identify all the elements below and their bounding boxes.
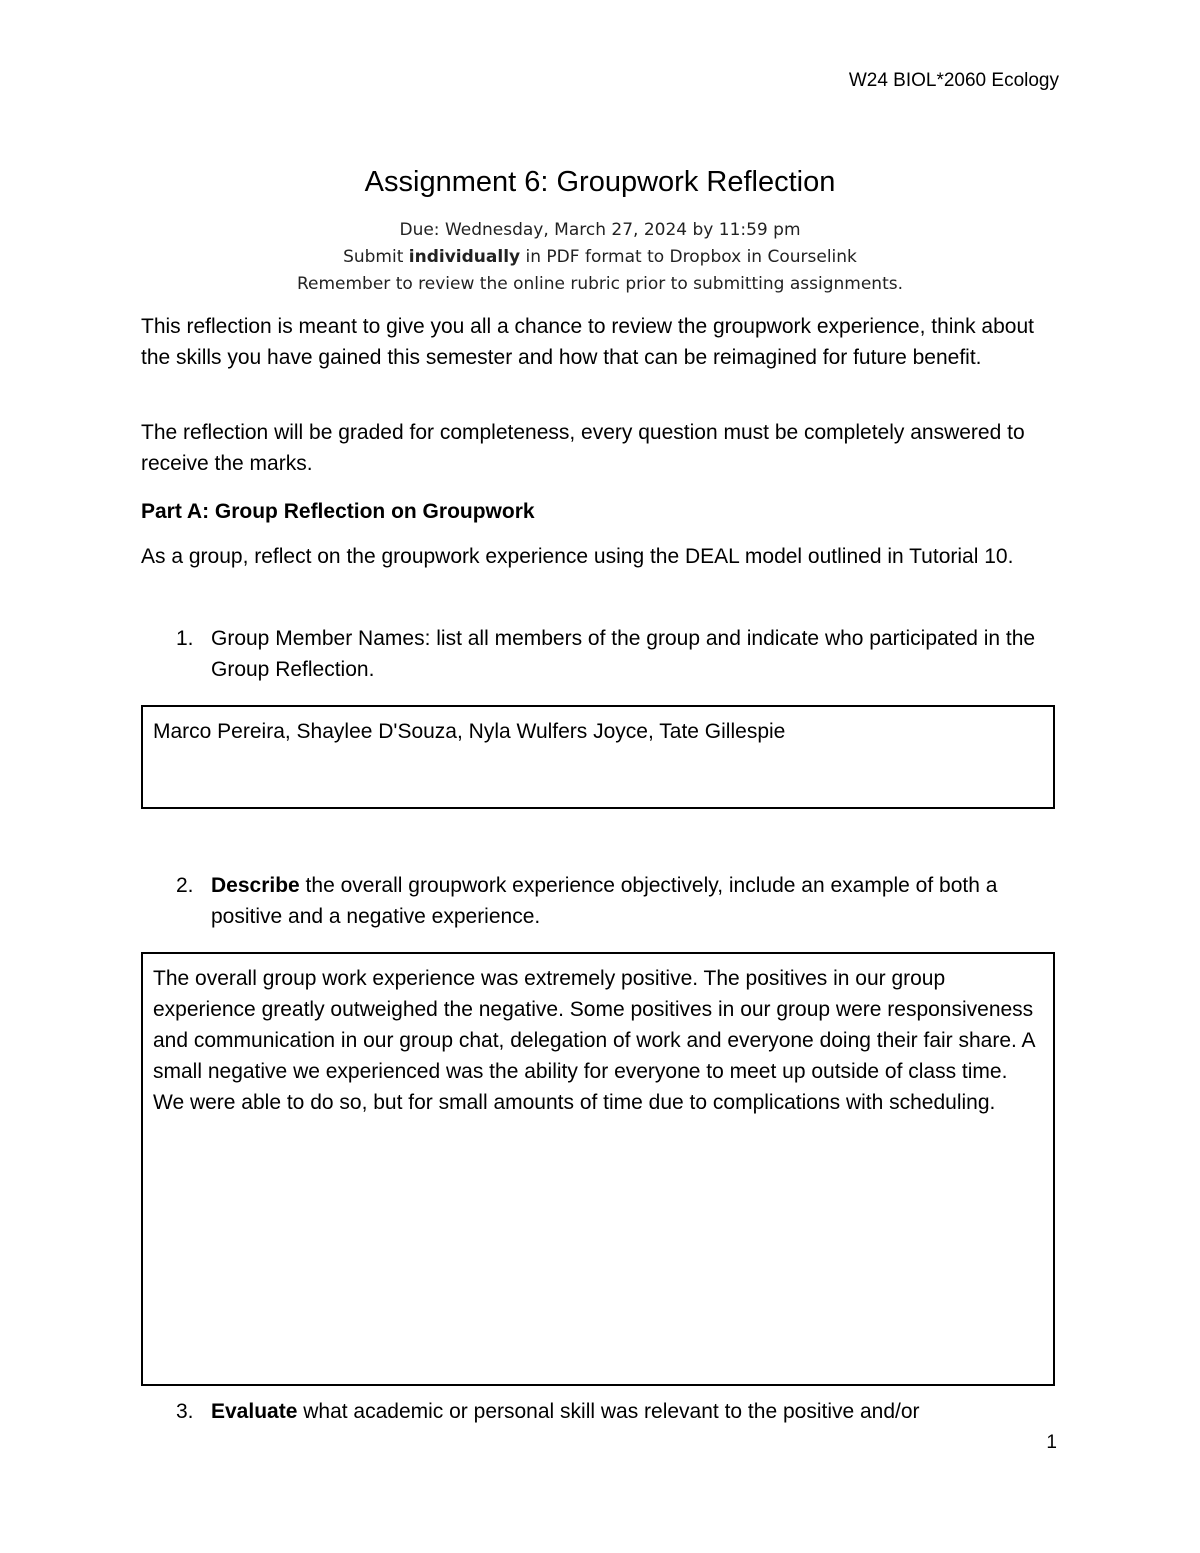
- part-a-heading: Part A: Group Reflection on Groupwork: [141, 500, 535, 523]
- question-body: the overall groupwork experience objectively, include an example of both a positive and a negative experience.: [211, 874, 998, 928]
- question-body: what academic or personal skill was relevant to the positive and/or: [297, 1400, 920, 1423]
- intro-paragraph-2: The reflection will be graded for completeness, every question must be completely answered to receive the marks.: [141, 421, 1025, 475]
- answer-box-2[interactable]: [141, 952, 1055, 1386]
- question-text: Group Member Names: list all members of the group and indicate who participated in the Group Reflection.: [211, 627, 1036, 681]
- question-text: [211, 1396, 1041, 1427]
- question-3: [141, 1396, 1041, 1427]
- page-number: 1: [1046, 1432, 1057, 1453]
- question-number: 2.: [176, 874, 194, 897]
- submit-emphasis: individually: [408, 247, 521, 267]
- question-text: [211, 870, 1041, 932]
- question-verb: Evaluate: [211, 1400, 298, 1423]
- intro-paragraph-1: This reflection is meant to give you all a chance to review the groupwork experience, think about the skills you have gained this semester and how that can be reimagined for future benefit.: [141, 315, 1034, 369]
- part-a-instructions: As a group, reflect on the groupwork experience using the DEAL model outlined in Tutorial 10.: [141, 545, 1014, 568]
- submit-suffix: in PDF format to Dropbox in Courselink: [520, 247, 857, 267]
- rubric-reminder: Remember to review the online rubric prior to submitting assignments.: [296, 274, 904, 294]
- answer-text: Marco Pereira, Shaylee D'Souza, Nyla Wulfers Joyce, Tate Gillespie: [153, 720, 786, 743]
- submit-prefix: Submit: [343, 247, 409, 267]
- question-verb: Describe: [211, 874, 300, 897]
- answer-box-1[interactable]: [141, 705, 1055, 809]
- submit-instructions: [0, 247, 1200, 267]
- page-title: Assignment 6: Groupwork Reflection: [364, 166, 836, 198]
- due-date: Due: Wednesday, March 27, 2024 by 11:59 pm: [399, 220, 801, 240]
- question-1: [141, 623, 1041, 685]
- question-number: 3.: [176, 1400, 194, 1423]
- answer-text: The overall group work experience was extremely positive. The positives in our group experience greatly outweighed the negative. Some positives in our group were responsiveness and communication in our group chat, delegation of work and everyone doing their fair share. A small negative we experienced was the ability for everyone to meet up outside of class time. We were able to do so, but for small amounts of time due to complications with scheduling.: [153, 967, 1035, 1114]
- course-header: W24 BIOL*2060 Ecology: [848, 70, 1059, 91]
- question-number: 1.: [176, 627, 194, 650]
- question-2: [141, 870, 1041, 932]
